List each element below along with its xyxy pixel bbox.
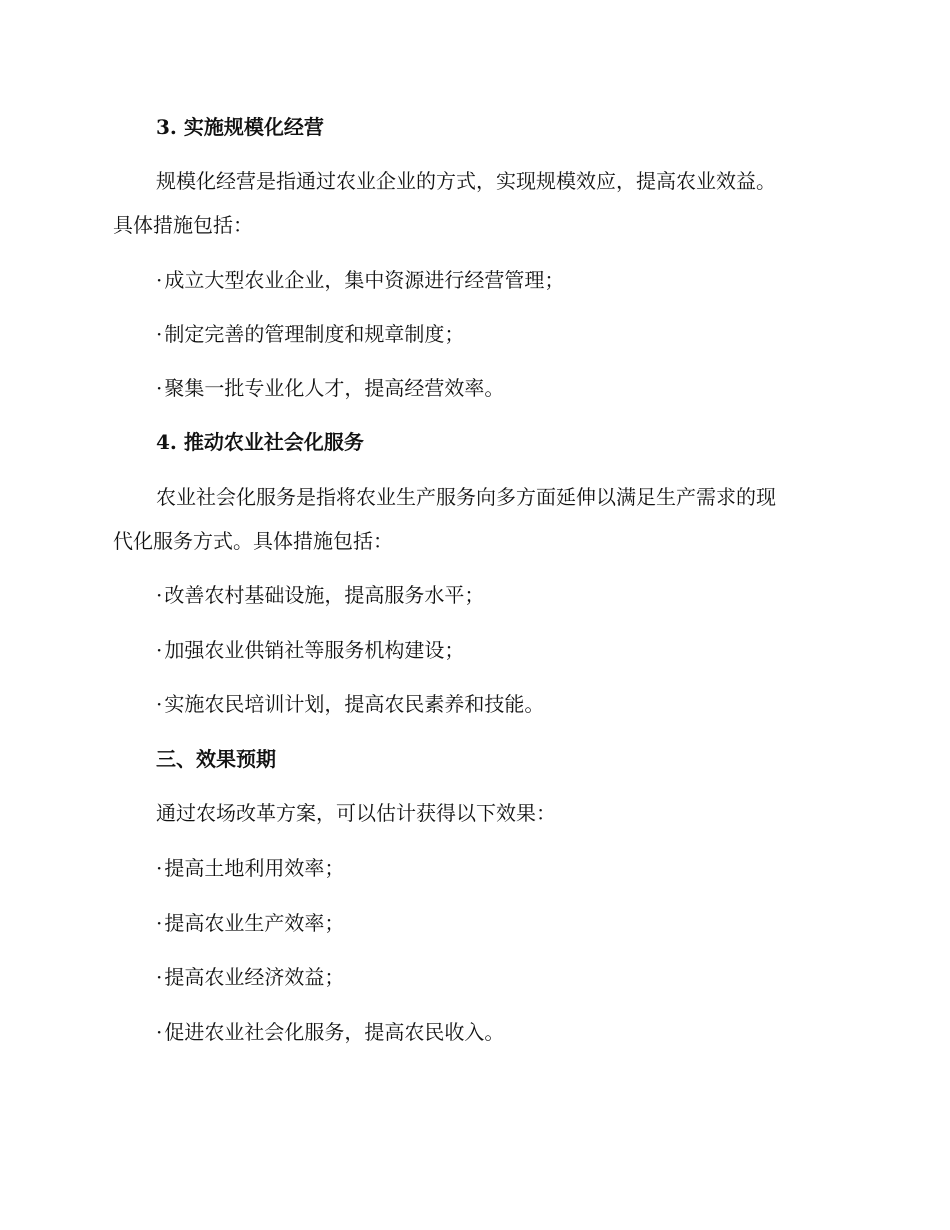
bullet-icon: ·: [156, 268, 163, 292]
bullet-icon: ·: [156, 583, 163, 607]
list-item-text: 制定完善的管理制度和规章制度；: [164, 322, 465, 346]
paragraph-line: 规模化经营是指通过农业企业的方式，实现规模效应，提高农业效益。: [156, 169, 776, 193]
list-item-text: 加强农业供销社等服务机构建设；: [164, 638, 465, 662]
bullet-icon: ·: [156, 322, 163, 346]
bullet-icon: ·: [156, 692, 163, 716]
list-item: [156, 636, 464, 664]
list-item: [156, 690, 544, 718]
section-heading: 三、效果预期: [156, 747, 276, 771]
list-item-text: 提高农业经济效益；: [164, 965, 345, 989]
paragraph-line: 具体措施包括：: [113, 213, 253, 237]
list-item-text: 成立大型农业企业，集中资源进行经营管理；: [164, 268, 565, 292]
list-item: [156, 909, 344, 937]
list-item-text: 提高农业生产效率；: [164, 911, 345, 935]
bullet-icon: ·: [156, 1020, 163, 1044]
list-item: [156, 266, 564, 294]
list-item-text: 促进农业社会化服务，提高农民收入。: [164, 1020, 505, 1044]
section-heading: 3. 实施规模化经营: [156, 115, 324, 139]
section-heading: 4. 推动农业社会化服务: [156, 430, 364, 454]
paragraph-line: 农业社会化服务是指将农业生产服务向多方面延伸以满足生产需求的现: [156, 485, 776, 509]
list-item-text: 实施农民培训计划，提高农民素养和技能。: [164, 692, 545, 716]
paragraph-line: 通过农场改革方案，可以估计获得以下效果：: [156, 801, 556, 825]
bullet-icon: ·: [156, 911, 163, 935]
list-item: [156, 374, 504, 402]
list-item-text: 提高土地利用效率；: [164, 856, 345, 880]
bullet-icon: ·: [156, 376, 163, 400]
bullet-icon: ·: [156, 856, 163, 880]
bullet-icon: ·: [156, 638, 163, 662]
paragraph-line: 代化服务方式。具体措施包括：: [113, 529, 393, 553]
bullet-icon: ·: [156, 965, 163, 989]
list-item: [156, 963, 344, 991]
list-item-text: 聚集一批专业化人才，提高经营效率。: [164, 376, 505, 400]
list-item: [156, 1018, 504, 1046]
list-item: [156, 581, 484, 609]
list-item: [156, 854, 344, 882]
list-item: [156, 320, 464, 348]
list-item-text: 改善农村基础设施，提高服务水平；: [164, 583, 485, 607]
